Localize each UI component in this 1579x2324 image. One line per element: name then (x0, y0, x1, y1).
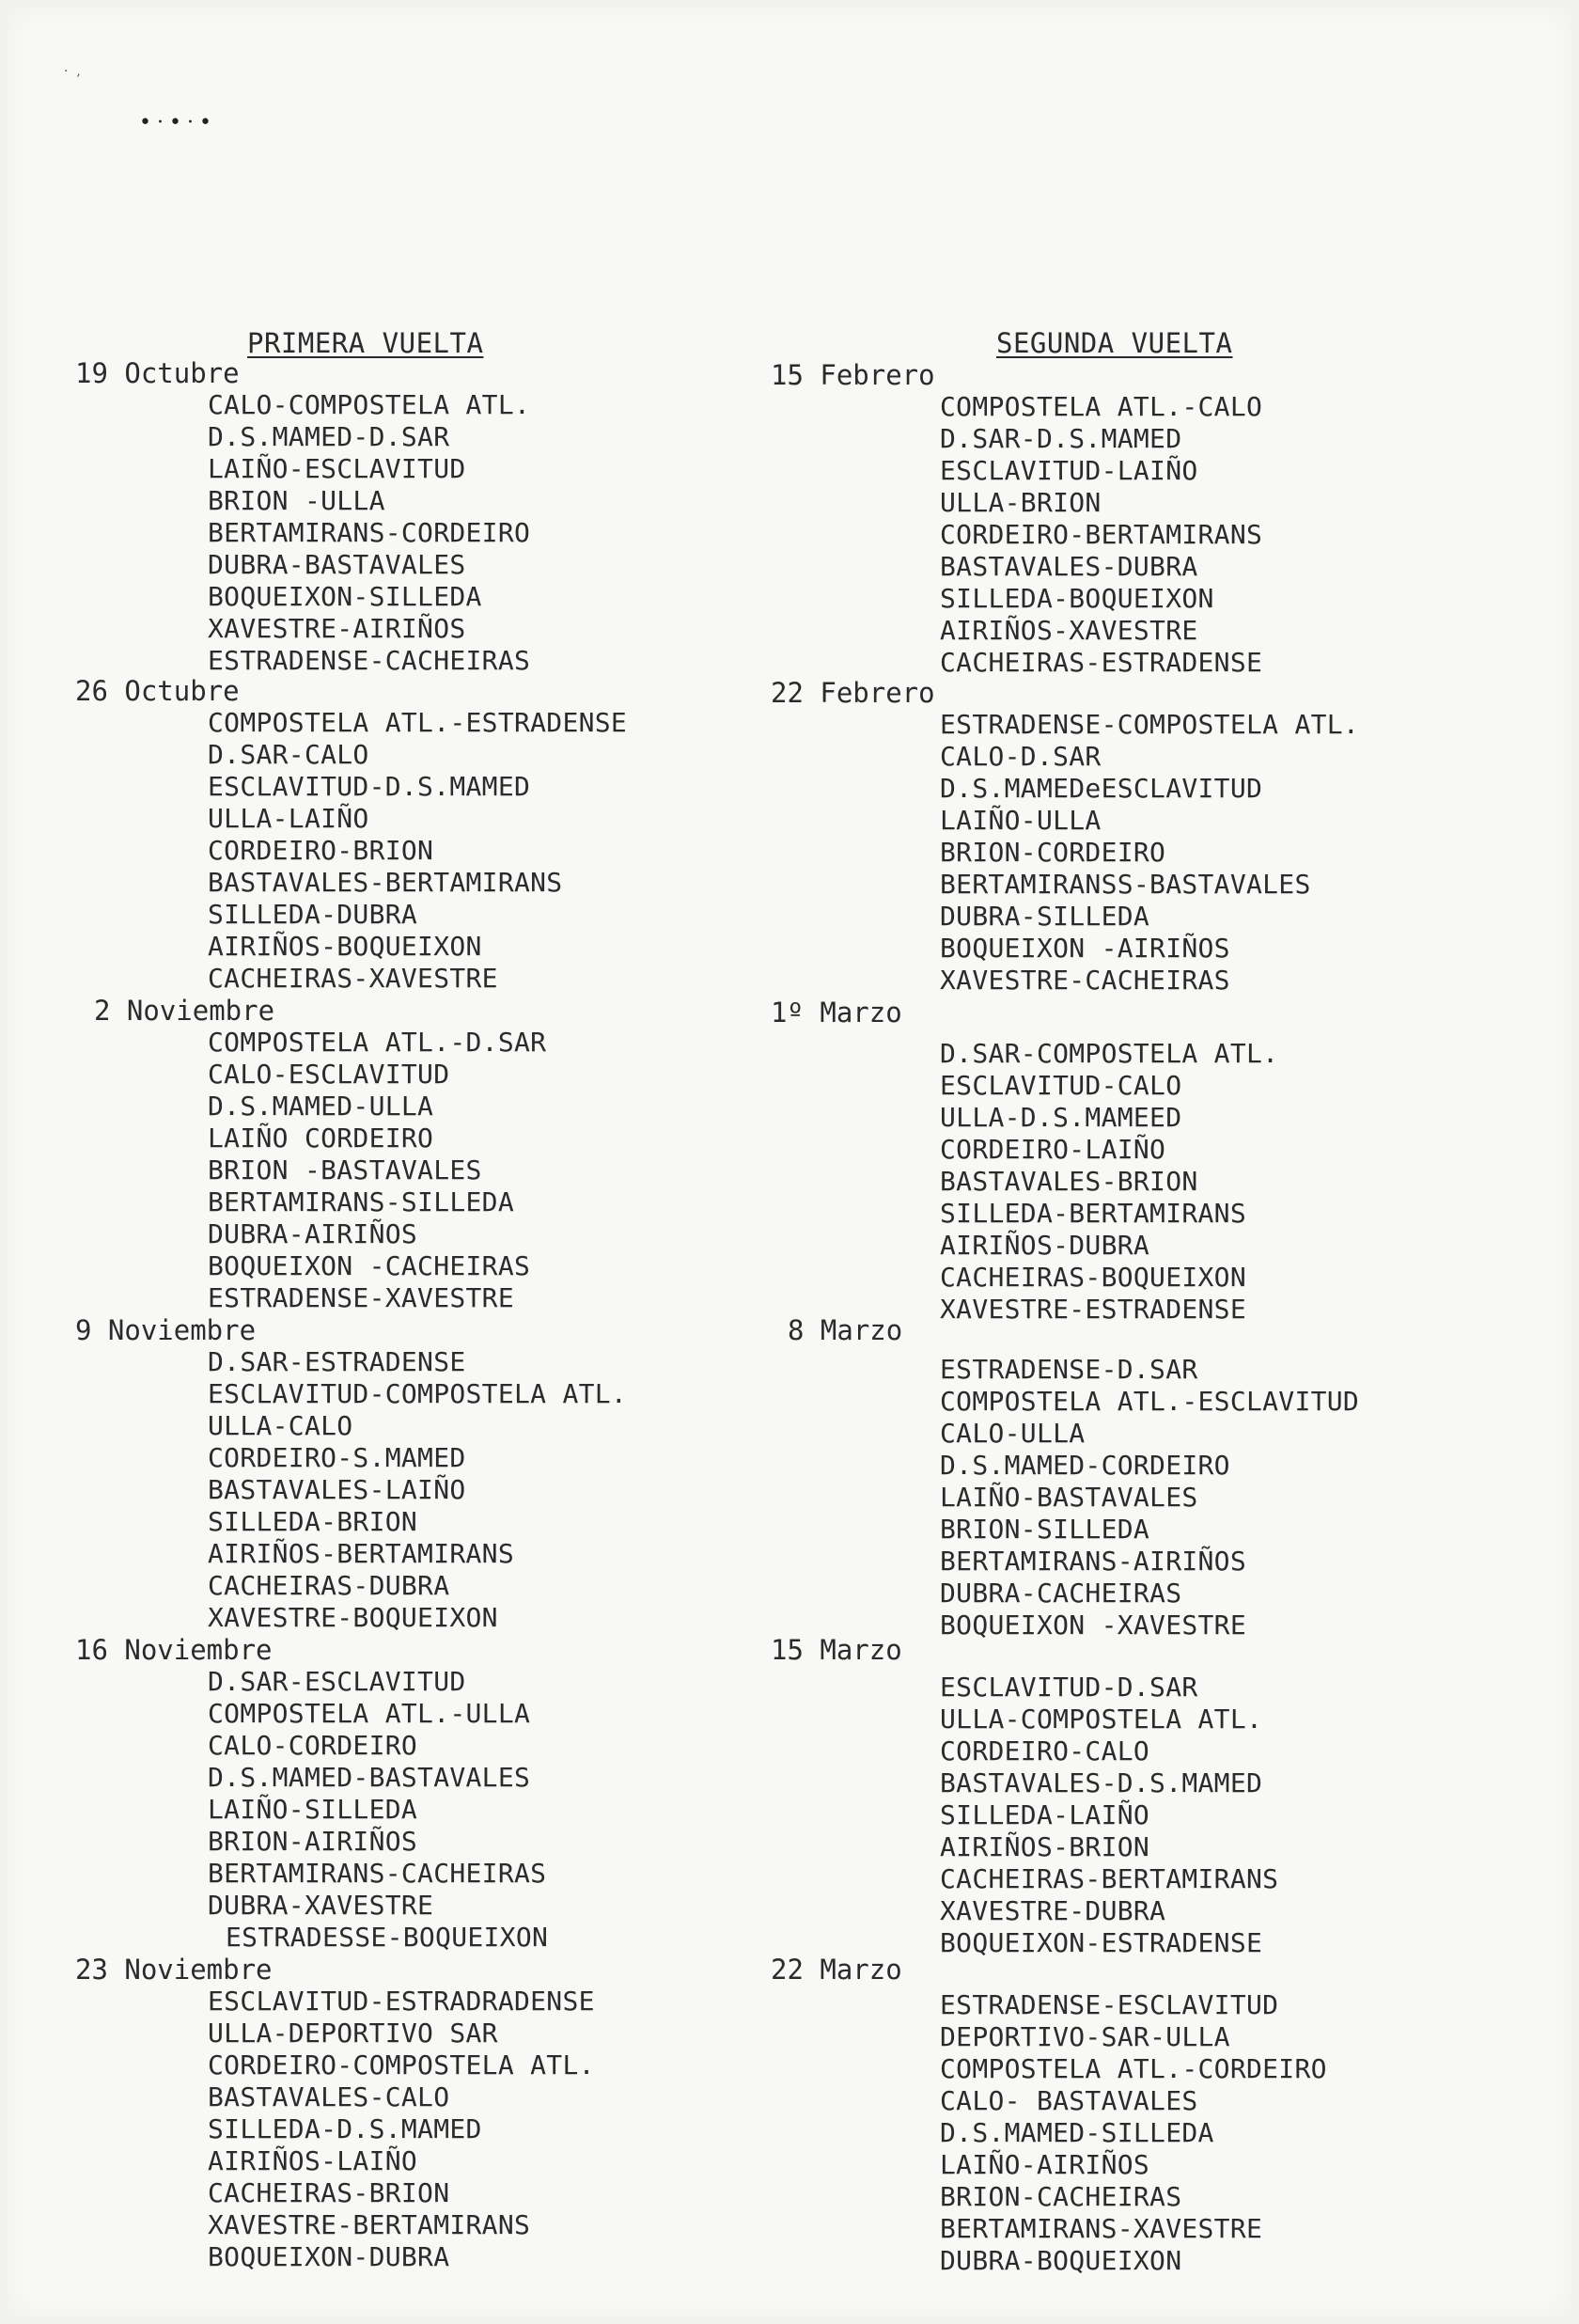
round-date: 19 Octubre (75, 357, 240, 389)
match-line: CACHEIRAS-BRION (208, 2177, 450, 2208)
match-line: ESCLAVITUD-LAIÑO (940, 455, 1198, 486)
match-line: CORDEIRO-BERTAMIRANS (940, 519, 1263, 550)
match-line: XAVESTRE-DUBRA (940, 1895, 1166, 1926)
match-line: CALO- BASTAVALES (940, 2085, 1198, 2116)
match-line: BASTAVALES-DUBRA (940, 551, 1198, 582)
match-line: DEPORTIVO-SAR-ULLA (940, 2021, 1230, 2052)
match-line: D.SAR-D.S.MAMED (940, 423, 1182, 454)
match-line: COMPOSTELA ATL.-ESTRADENSE (208, 707, 628, 738)
match-line: AIRIÑOS-BOQUEIXON (208, 931, 482, 962)
match-line: XAVESTRE-AIRIÑOS (208, 613, 466, 644)
match-line: CORDEIRO-BRION (208, 835, 434, 866)
match-line: SILLEDA-BOQUEIXON (940, 583, 1214, 614)
match-line: COMPOSTELA ATL.-ULLA (208, 1698, 531, 1729)
match-line: D.S.MAMED-D.SAR (208, 421, 450, 452)
match-line: LAIÑO-ULLA (940, 805, 1102, 836)
match-line: BRION-AIRIÑOS (208, 1826, 418, 1857)
match-line: ESTRADENSE-XAVESTRE (208, 1282, 514, 1313)
match-line: CALO-CORDEIRO (208, 1730, 418, 1761)
match-line: ESCLAVITUD-CALO (940, 1070, 1182, 1101)
match-line: SILLEDA-DUBRA (208, 899, 418, 930)
match-line: ULLA-DEPORTIVO SAR (208, 2018, 498, 2049)
match-line: CORDEIRO-S.MAMED (208, 1442, 466, 1473)
match-line: D.SAR-ESTRADENSE (208, 1346, 466, 1377)
match-line: DUBRA-BOQUEIXON (940, 2245, 1182, 2276)
round-date: 1º Marzo (771, 997, 902, 1029)
match-line: ESCLAVITUD-COMPOSTELA ATL. (208, 1378, 628, 1409)
match-line: CALO-ESCLAVITUD (208, 1059, 450, 1090)
match-line: ESTRADENSE-COMPOSTELA ATL. (940, 709, 1360, 740)
match-line: XAVESTRE-BOQUEIXON (208, 1602, 498, 1633)
match-line: ESCLAVITUD-ESTRADRADENSE (208, 1986, 595, 2017)
round-date: 8 Marzo (788, 1314, 903, 1346)
match-line: BERTAMIRANS-CACHEIRAS (208, 1858, 547, 1889)
match-line: D.SAR-ESCLAVITUD (208, 1666, 466, 1697)
round-date: 22 Febrero (771, 677, 935, 709)
ink-speck: · , (64, 64, 81, 79)
match-line: CALO-D.SAR (940, 741, 1102, 772)
match-line: BRION -ULLA (208, 485, 385, 516)
left-heading: PRIMERA VUELTA (247, 327, 484, 359)
ink-speck: •·•·• (139, 111, 217, 134)
match-line: BASTAVALES-D.S.MAMED (940, 1767, 1263, 1798)
match-line: LAIÑO-BASTAVALES (940, 1482, 1198, 1513)
match-line: ULLA-COMPOSTELA ATL. (940, 1704, 1263, 1735)
round-date: 15 Febrero (771, 359, 935, 391)
match-line: XAVESTRE-CACHEIRAS (940, 965, 1230, 996)
match-line: LAIÑO-ESCLAVITUD (208, 453, 466, 484)
match-line: BRION -BASTAVALES (208, 1154, 482, 1186)
match-line: CACHEIRAS-DUBRA (208, 1570, 450, 1601)
match-line: CACHEIRAS-BOQUEIXON (940, 1262, 1246, 1293)
match-line: CALO-COMPOSTELA ATL. (208, 389, 531, 420)
match-line: XAVESTRE-BERTAMIRANS (208, 2209, 531, 2240)
match-line: DUBRA-BASTAVALES (208, 549, 466, 580)
match-line: BRION-SILLEDA (940, 1514, 1150, 1545)
match-line: BOQUEIXON -CACHEIRAS (208, 1250, 531, 1281)
round-date: 22 Marzo (771, 1954, 902, 1986)
round-date: 9 Noviembre (75, 1314, 257, 1346)
match-line: BASTAVALES-LAIÑO (208, 1474, 466, 1505)
match-line: ESCLAVITUD-D.S.MAMED (208, 771, 531, 802)
match-line: D.SAR-COMPOSTELA ATL. (940, 1038, 1279, 1069)
match-line: ULLA-D.S.MAMEED (940, 1102, 1182, 1133)
match-line: COMPOSTELA ATL.-CALO (940, 391, 1263, 422)
match-line: D.S.MAMED-BASTAVALES (208, 1762, 531, 1793)
match-line: SILLEDA-LAIÑO (940, 1799, 1150, 1830)
round-date: 26 Octubre (75, 675, 240, 707)
match-line: AIRIÑOS-XAVESTRE (940, 615, 1198, 646)
match-line: BOQUEIXON -XAVESTRE (940, 1610, 1246, 1641)
match-line: BERTAMIRANSS-BASTAVALES (940, 869, 1311, 900)
match-line: ULLA-BRION (940, 487, 1102, 518)
match-line: ULLA-LAIÑO (208, 803, 369, 834)
right-heading: SEGUNDA VUELTA (996, 327, 1233, 359)
match-line: BOQUEIXON-ESTRADENSE (940, 1927, 1263, 1958)
round-date: 23 Noviembre (75, 1954, 273, 1986)
match-line: SILLEDA-BERTAMIRANS (940, 1198, 1246, 1229)
match-line: BERTAMIRANS-CORDEIRO (208, 517, 531, 548)
match-line: SILLEDA-D.S.MAMED (208, 2113, 482, 2144)
round-date: 15 Marzo (771, 1634, 902, 1666)
match-line: CACHEIRAS-XAVESTRE (208, 963, 498, 994)
match-line: AIRIÑOS-LAIÑO (208, 2145, 418, 2176)
match-line: ESTRADESSE-BOQUEIXON (226, 1922, 549, 1953)
match-line: AIRIÑOS-BRION (940, 1831, 1150, 1862)
match-line: D.SAR-CALO (208, 739, 369, 770)
round-date: 16 Noviembre (75, 1634, 273, 1666)
match-line: D.S.MAMED-SILLEDA (940, 2117, 1214, 2148)
match-line: D.S.MAMEDeESCLAVITUD (940, 773, 1263, 804)
match-line: CORDEIRO-COMPOSTELA ATL. (208, 2049, 595, 2081)
match-line: LAIÑO-SILLEDA (208, 1794, 418, 1825)
match-line: BOQUEIXON-SILLEDA (208, 581, 482, 612)
paper-sheet (8, 8, 1571, 2316)
match-line: CACHEIRAS-ESTRADENSE (940, 647, 1263, 678)
round-date: 2 Noviembre (94, 995, 275, 1027)
match-line: COMPOSTELA ATL.-D.SAR (208, 1027, 547, 1058)
match-line: CALO-ULLA (940, 1418, 1086, 1449)
match-line: CACHEIRAS-BERTAMIRANS (940, 1863, 1279, 1894)
match-line: CORDEIRO-CALO (940, 1735, 1150, 1767)
match-line: LAIÑO-AIRIÑOS (940, 2149, 1150, 2180)
match-line: AIRIÑOS-DUBRA (940, 1230, 1150, 1261)
match-line: DUBRA-SILLEDA (940, 901, 1150, 932)
match-line: COMPOSTELA ATL.-ESCLAVITUD (940, 1386, 1360, 1417)
match-line: DUBRA-AIRIÑOS (208, 1218, 418, 1249)
match-line: ESTRADENSE-ESCLAVITUD (940, 1989, 1279, 2020)
match-line: DUBRA-XAVESTRE (208, 1890, 434, 1921)
match-line: ESTRADENSE-D.SAR (940, 1354, 1198, 1385)
match-line: XAVESTRE-ESTRADENSE (940, 1294, 1246, 1325)
match-line: BASTAVALES-BRION (940, 1166, 1198, 1197)
match-line: COMPOSTELA ATL.-CORDEIRO (940, 2053, 1327, 2084)
match-line: BERTAMIRANS-AIRIÑOS (940, 1546, 1246, 1577)
match-line: BASTAVALES-CALO (208, 2081, 450, 2112)
match-line: BOQUEIXON -AIRIÑOS (940, 933, 1230, 964)
match-line: SILLEDA-BRION (208, 1506, 418, 1537)
match-line: ULLA-CALO (208, 1410, 353, 1441)
match-line: BRION-CACHEIRAS (940, 2181, 1182, 2212)
match-line: AIRIÑOS-BERTAMIRANS (208, 1538, 514, 1569)
match-line: ESTRADENSE-CACHEIRAS (208, 645, 531, 676)
match-line: D.S.MAMED-CORDEIRO (940, 1450, 1230, 1481)
match-line: BOQUEIXON-DUBRA (208, 2241, 450, 2272)
match-line: ESCLAVITUD-D.SAR (940, 1672, 1198, 1703)
match-line: DUBRA-CACHEIRAS (940, 1578, 1182, 1609)
match-line: BERTAMIRANS-SILLEDA (208, 1186, 514, 1217)
match-line: BASTAVALES-BERTAMIRANS (208, 867, 563, 898)
match-line: D.S.MAMED-ULLA (208, 1091, 434, 1122)
match-line: BERTAMIRANS-XAVESTRE (940, 2213, 1263, 2244)
match-line: LAIÑO CORDEIRO (208, 1123, 434, 1154)
match-line: CORDEIRO-LAIÑO (940, 1134, 1166, 1165)
match-line: BRION-CORDEIRO (940, 837, 1166, 868)
